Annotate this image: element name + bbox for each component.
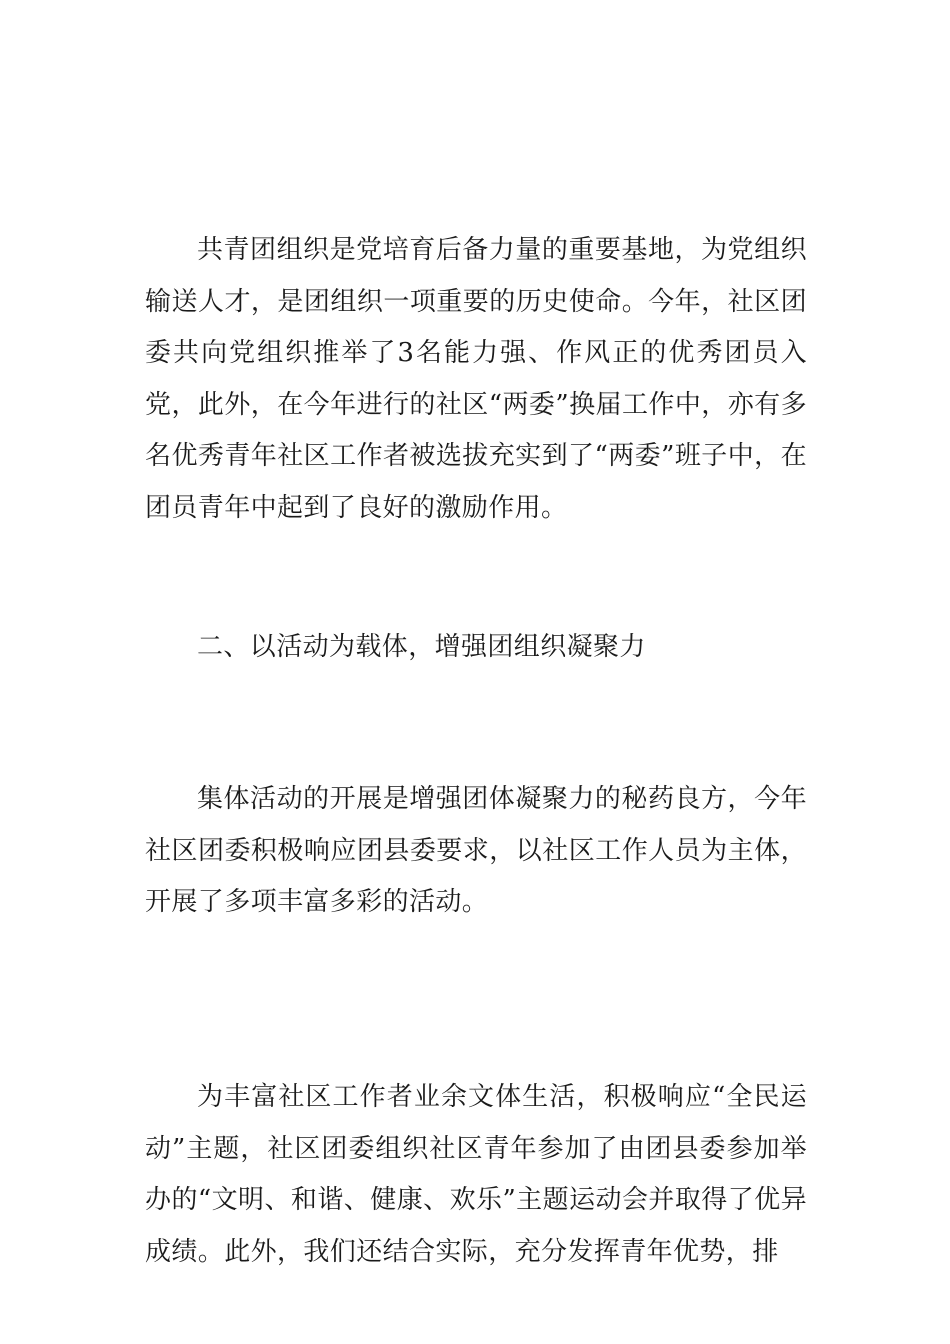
body-paragraph: 共青团组织是党培育后备力量的重要基地，为党组织输送人才，是团组织一项重要的历史使命。今年，社区团委共向党组织推举了3名能力强、作风正的优秀团员入党，此外，在今年进行的社区“两委”换届工作中，亦有多名优秀青年社区工作者被选拔充实到了“两委”班子中，在团员青年中起到了良好的激励作用。 <box>145 235 807 523</box>
body-paragraph: 为丰富社区工作者业余文体生活，积极响应“全民运动”主题，社区团委组织社区青年参加了由团县委参加举办的“文明、和谐、健康、欢乐”主题运动会并取得了优异成绩。此外，我们还结合实际，充分发挥青年优势，排 <box>145 1082 807 1267</box>
section-heading: 二、以活动为载体，增强团组织凝聚力 <box>197 632 646 662</box>
body-paragraph: 集体活动的开展是增强团体凝聚力的秘药良方，今年社区团委积极响应团县委要求，以社区工作人员为主体，开展了多项丰富多彩的活动。 <box>145 784 807 917</box>
